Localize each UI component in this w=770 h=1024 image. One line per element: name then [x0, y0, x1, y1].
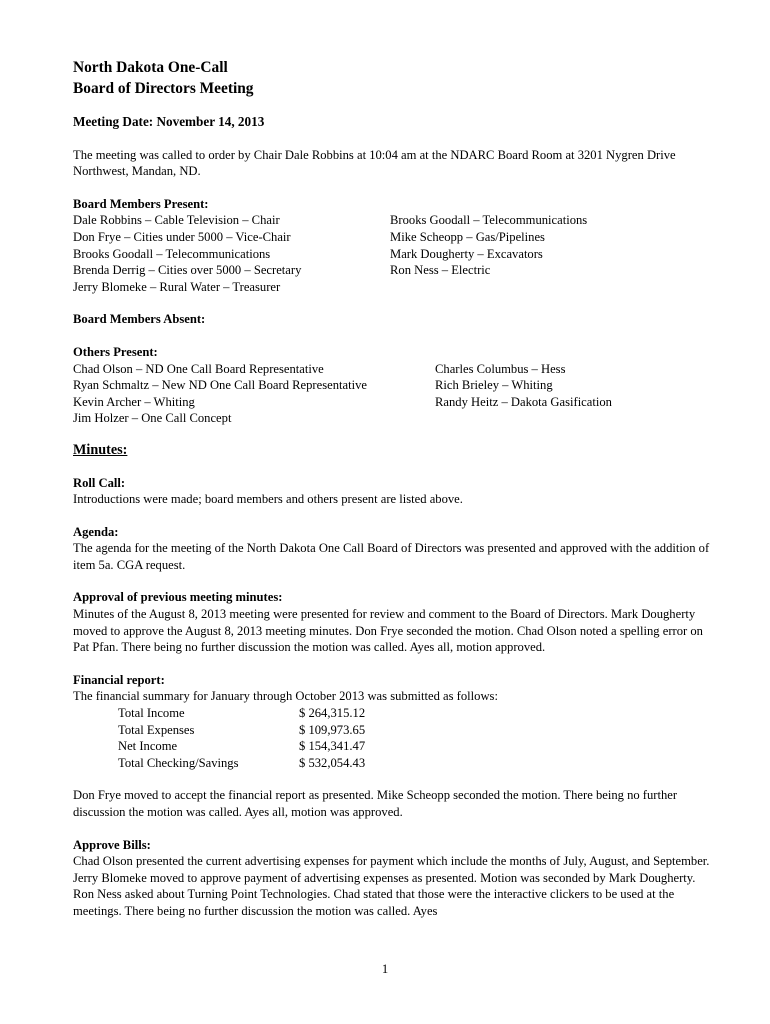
board-absent-heading: Board Members Absent:: [73, 312, 206, 327]
attendee: Rich Brieley – Whiting: [435, 378, 553, 393]
others-present-columns: [73, 361, 713, 427]
agenda-section: [73, 524, 713, 574]
financial-value: $ 532,054.43: [299, 755, 366, 770]
financial-motion-text: Don Frye moved to accept the financial report as presented. Mike Scheopp seconded the motion. There being no further discussion the motion was called. Ayes all, motion was approved.: [73, 788, 678, 819]
attendee: Ryan Schmaltz – New ND One Call Board Representative: [73, 378, 367, 393]
attendee: Chad Olson – ND One Call Board Representative: [73, 361, 324, 376]
others-present-heading: Others Present:: [73, 344, 158, 359]
board-present-right-column: [390, 212, 587, 295]
board-present-left-column: [73, 212, 390, 295]
roll-call-section: [73, 475, 713, 508]
approval-section: [73, 589, 713, 655]
board-present-section: [73, 196, 713, 296]
financial-section: [73, 672, 713, 821]
intro-paragraph: The meeting was called to order by Chair Dale Robbins at 10:04 am at the NDARC Board Room at 3201 Nygren Drive Northwest, Mandan, ND.: [73, 147, 676, 179]
table-row: [118, 705, 365, 722]
board-member: Jerry Blomeke – Rural Water – Treasurer: [73, 279, 281, 294]
others-present-section: [73, 344, 713, 427]
approval-heading: Approval of previous meeting minutes:: [73, 590, 283, 605]
roll-call-text: Introductions were made; board members and others present are listed above.: [73, 492, 463, 507]
board-member: Mike Scheopp – Gas/Pipelines: [390, 229, 545, 244]
document-page: [73, 57, 713, 920]
approval-text: Minutes of the August 8, 2013 meeting were presented for review and comment to the Board of Directors. Mark Dougherty moved to approve the August 8, 2013 meeting minutes. Don Frye seconded the motion. Chad Olson noted a spelling error on Pat Pfan. There being no further discussion the motion was called. Ayes all, motion approved.: [73, 607, 703, 655]
table-row: [118, 755, 365, 772]
agenda-text: The agenda for the meeting of the North Dakota One Call Board of Directors was presented and approved with the addition of item 5a. CGA request.: [73, 541, 710, 572]
page-number: 1: [381, 962, 389, 976]
financial-value: $ 154,341.47: [299, 739, 366, 754]
financial-label: Net Income: [118, 739, 178, 754]
board-member: Don Frye – Cities under 5000 – Vice-Chair: [73, 229, 291, 244]
table-row: [118, 738, 365, 755]
others-present-left-column: [73, 361, 435, 427]
bills-heading: Approve Bills:: [73, 837, 151, 852]
attendee: Randy Heitz – Dakota Gasification: [435, 394, 612, 409]
financial-value: $ 264,315.12: [299, 706, 366, 721]
financial-value: $ 109,973.65: [299, 722, 366, 737]
bills-section: [73, 837, 713, 920]
others-present-right-column: [435, 361, 612, 427]
board-member: Brooks Goodall – Telecommunications: [390, 213, 588, 228]
attendee: Kevin Archer – Whiting: [73, 394, 195, 409]
financial-text: The financial summary for January through October 2013 was submitted as follows:: [73, 689, 498, 704]
financial-label: Total Expenses: [118, 722, 195, 737]
roll-call-heading: Roll Call:: [73, 475, 126, 490]
board-member: Brooks Goodall – Telecommunications: [73, 246, 271, 261]
meeting-date: Meeting Date: November 14, 2013: [73, 114, 265, 129]
document-title-line2: Board of Directors Meeting: [73, 80, 254, 97]
financial-label: Total Income: [118, 706, 185, 721]
agenda-heading: Agenda:: [73, 524, 119, 539]
board-present-heading: Board Members Present:: [73, 196, 209, 211]
board-present-columns: [73, 212, 713, 295]
board-member: Dale Robbins – Cable Television – Chair: [73, 213, 280, 228]
attendee: Jim Holzer – One Call Concept: [73, 411, 232, 426]
minutes-heading: Minutes:: [73, 441, 128, 458]
financial-label: Total Checking/Savings: [118, 755, 239, 770]
financial-table: [118, 705, 365, 771]
board-member: Mark Dougherty – Excavators: [390, 246, 543, 261]
board-member: Ron Ness – Electric: [390, 263, 491, 278]
attendee: Charles Columbus – Hess: [435, 361, 566, 376]
board-member: Brenda Derrig – Cities over 5000 – Secretary: [73, 263, 302, 278]
table-row: [118, 722, 365, 739]
bills-text: Chad Olson presented the current advertising expenses for payment which include the months of July, August, and September. Jerry Blomeke moved to approve payment of advertising expenses as presented. Motion was seconded by Mark Dougherty. Ron Ness asked about Turning Point Technologies. Chad stated that those were the interactive clickers to be used at the meetings. There being no further discussion the motion was called. Ayes: [73, 854, 710, 918]
document-title-line1: North Dakota One-Call: [73, 59, 228, 76]
financial-heading: Financial report:: [73, 672, 165, 687]
